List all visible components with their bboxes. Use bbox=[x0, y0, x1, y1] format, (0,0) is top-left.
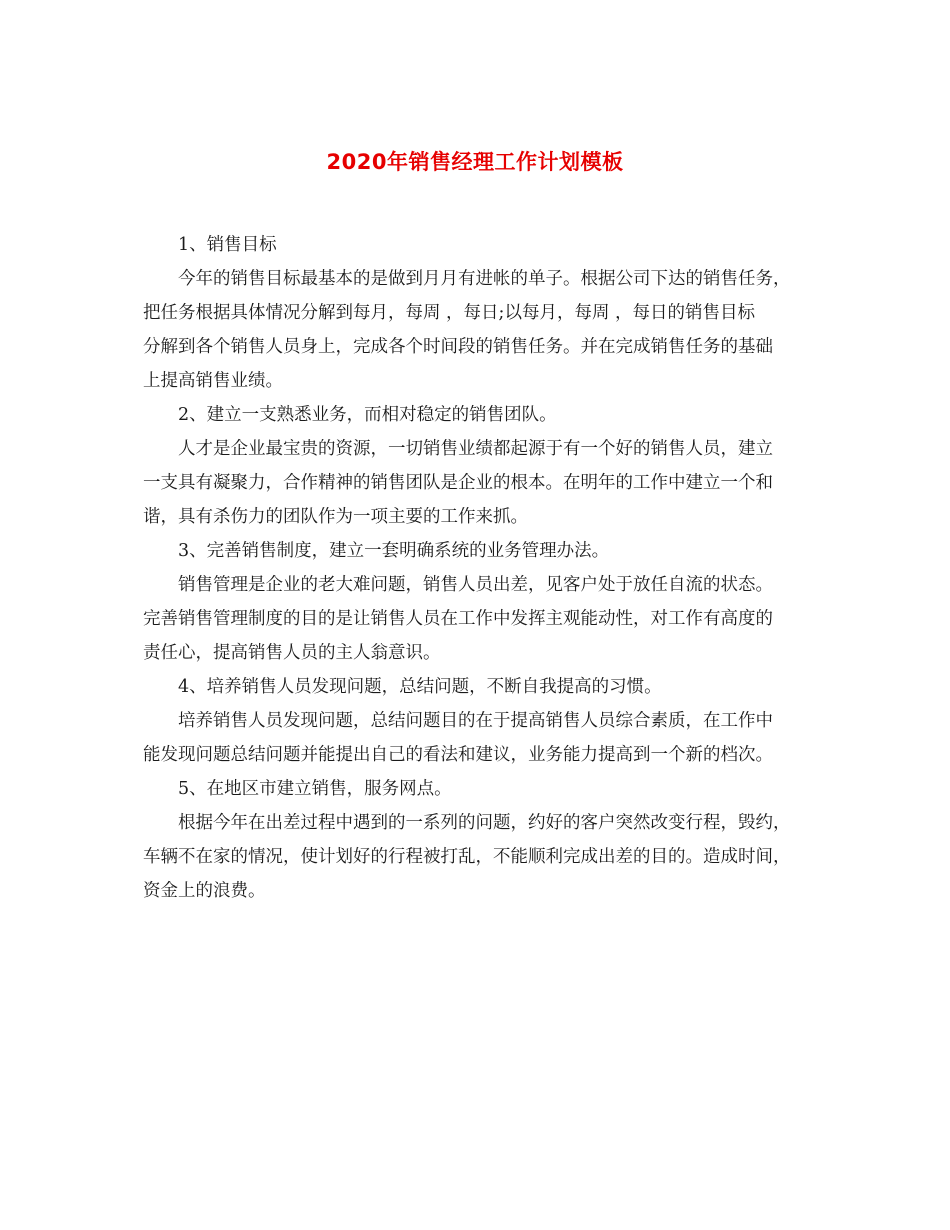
section-heading: 3、完善销售制度，建立一套明确系统的业务管理办法。 bbox=[178, 541, 610, 561]
section-heading: 1、销售目标 bbox=[178, 235, 277, 255]
section-heading: 2、建立一支熟悉业务，而相对稳定的销售团队。 bbox=[178, 405, 557, 425]
section-heading: 5、在地区市建立销售，服务网点。 bbox=[178, 779, 452, 799]
document-body bbox=[143, 228, 818, 908]
paragraph-line: 把任务根据具体情况分解到每月，每周 ，每日;以每月，每周 ，每日的销售目标 bbox=[143, 303, 756, 323]
paragraph-line: 能发现问题总结问题并能提出自己的看法和建议，业务能力提高到一个新的档次。 bbox=[143, 745, 773, 765]
paragraph-line: 资金上的浪费。 bbox=[143, 881, 266, 901]
paragraph-line: 谐，具有杀伤力的团队作为一项主要的工作来抓。 bbox=[143, 507, 528, 527]
paragraph-line: 上提高销售业绩。 bbox=[143, 371, 283, 391]
paragraph-line: 销售管理是企业的老大难问题，销售人员出差，见客户处于放任自流的状态。 bbox=[178, 575, 773, 595]
paragraph-line: 根据今年在出差过程中遇到的一系列的问题，约好的客户突然改变行程，毁约， bbox=[178, 813, 791, 833]
paragraph-line: 分解到各个销售人员身上，完成各个时间段的销售任务。并在完成销售任务的基础 bbox=[143, 337, 773, 357]
paragraph-line: 一支具有凝聚力，合作精神的销售团队是企业的根本。在明年的工作中建立一个和 bbox=[143, 473, 773, 493]
paragraph-line: 培养销售人员发现问题，总结问题目的在于提高销售人员综合素质，在工作中 bbox=[178, 711, 773, 731]
paragraph-line: 责任心，提高销售人员的主人翁意识。 bbox=[143, 643, 441, 663]
paragraph-line: 车辆不在家的情况，使计划好的行程被打乱，不能顺利完成出差的目的。造成时间， bbox=[143, 847, 791, 867]
paragraph-line: 完善销售管理制度的目的是让销售人员在工作中发挥主观能动性，对工作有高度的 bbox=[143, 609, 773, 629]
section-heading: 4、培养销售人员发现问题，总结问题，不断自我提高的习惯。 bbox=[178, 677, 662, 697]
paragraph-line: 今年的销售目标最基本的是做到月月有进帐的单子。根据公司下达的销售任务， bbox=[178, 269, 791, 289]
paragraph-line: 人才是企业最宝贵的资源，一切销售业绩都起源于有一个好的销售人员，建立 bbox=[178, 439, 773, 459]
document-title: 2020年销售经理工作计划模板 bbox=[326, 150, 624, 174]
